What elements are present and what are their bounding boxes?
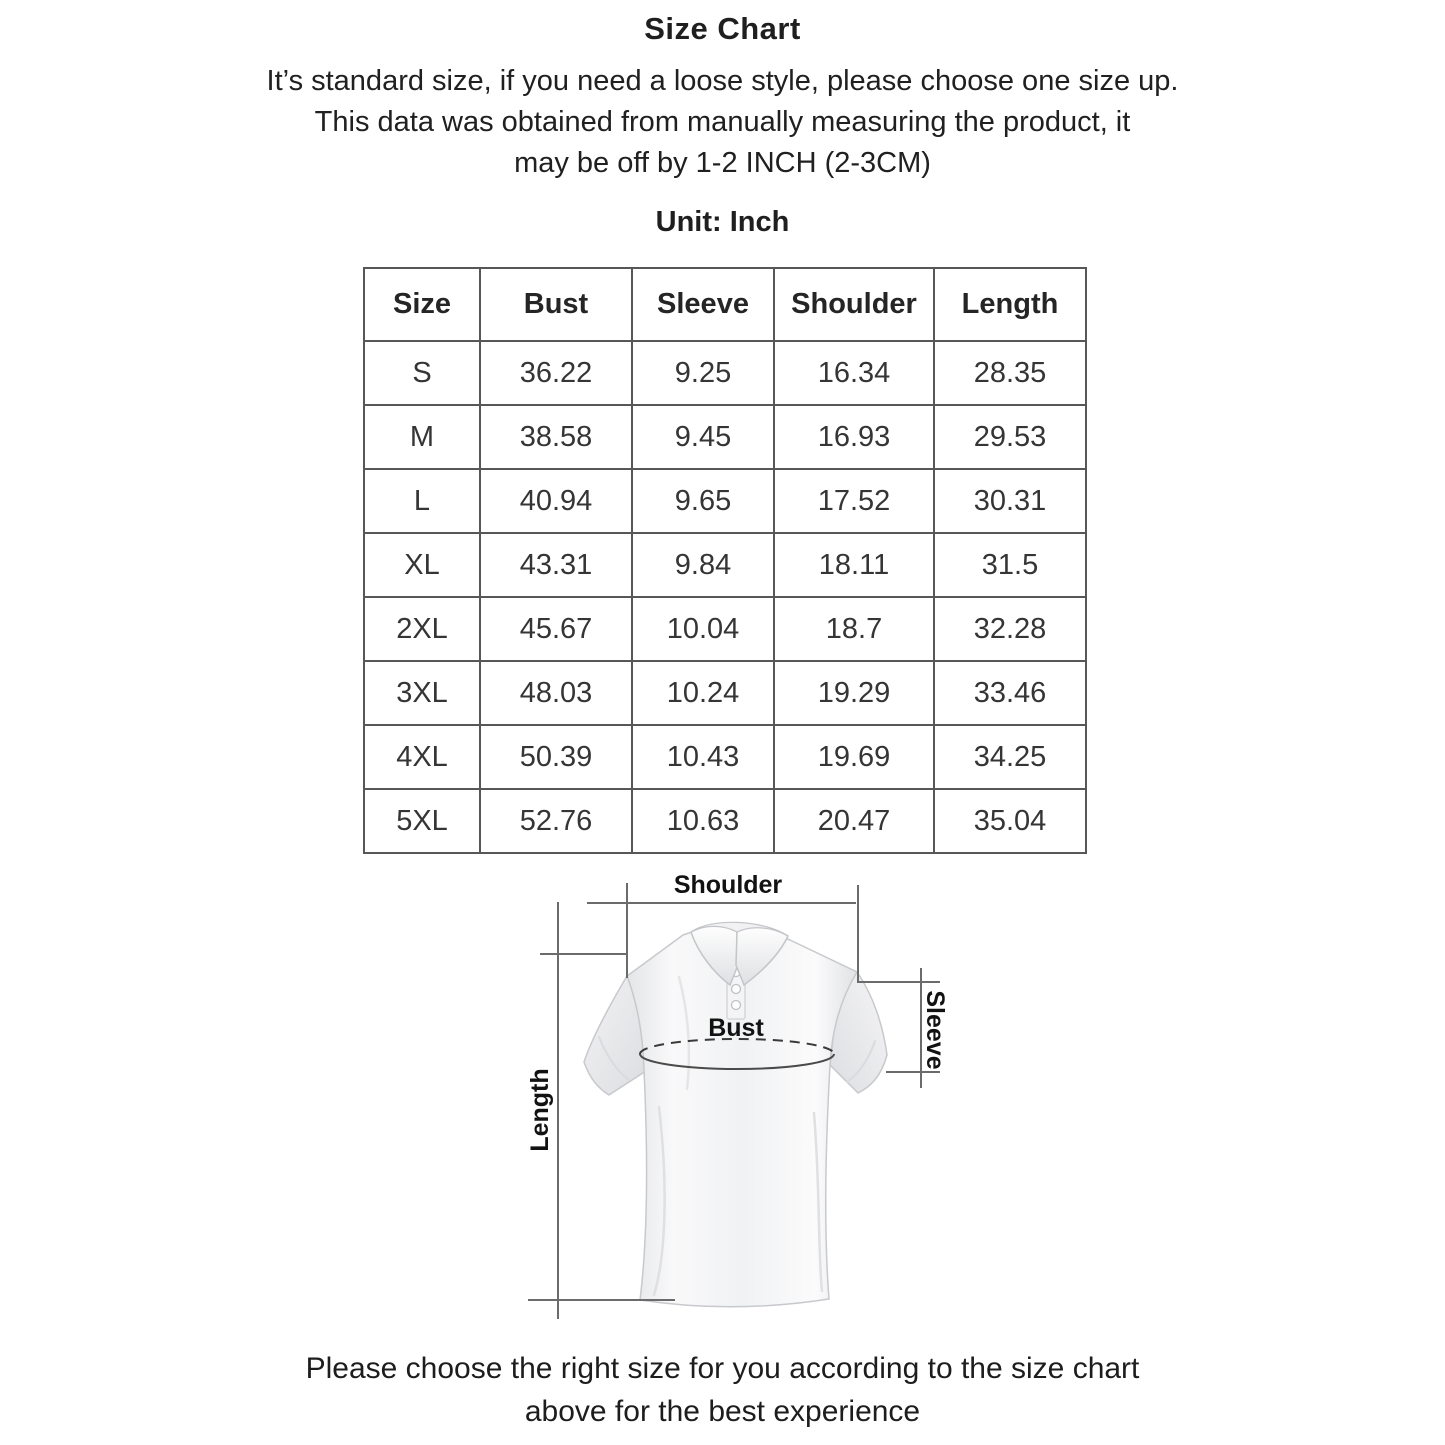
cell-sleeve: 9.45 [632, 405, 774, 469]
cell-length: 33.46 [934, 661, 1086, 725]
col-header-sleeve: Sleeve [632, 268, 774, 341]
cell-shoulder: 16.93 [774, 405, 934, 469]
cell-sleeve: 10.04 [632, 597, 774, 661]
polo-shirt-illustration [478, 855, 978, 1325]
cell-bust: 45.67 [480, 597, 632, 661]
col-header-length: Length [934, 268, 1086, 341]
button-2 [732, 985, 741, 994]
cell-size: L [364, 469, 480, 533]
cell-shoulder: 17.52 [774, 469, 934, 533]
polo-shirt-graphic [584, 922, 887, 1306]
table-row-l [364, 469, 1086, 533]
cell-shoulder: 16.34 [774, 341, 934, 405]
footer-line-1: Please choose the right size for you according to the size chart [305, 1352, 1140, 1385]
button-3 [732, 1001, 741, 1010]
cell-size: 3XL [364, 661, 480, 725]
cell-size: XL [364, 533, 480, 597]
table-row-s [364, 341, 1086, 405]
cell-shoulder: 19.69 [774, 725, 934, 789]
measurement-diagram [478, 855, 978, 1325]
cell-shoulder: 18.11 [774, 533, 934, 597]
cell-size: M [364, 405, 480, 469]
table-row-m [364, 405, 1086, 469]
cell-bust: 38.58 [480, 405, 632, 469]
cell-size: 5XL [364, 789, 480, 853]
shoulder-label: Shoulder [673, 871, 783, 899]
cell-size: 2XL [364, 597, 480, 661]
table-row-3xl [364, 661, 1086, 725]
cell-length: 28.35 [934, 341, 1086, 405]
cell-length: 30.31 [934, 469, 1086, 533]
cell-bust: 50.39 [480, 725, 632, 789]
cell-bust: 43.31 [480, 533, 632, 597]
col-header-size: Size [364, 268, 480, 341]
cell-bust: 40.94 [480, 469, 632, 533]
cell-sleeve: 10.63 [632, 789, 774, 853]
cell-bust: 52.76 [480, 789, 632, 853]
cell-sleeve: 9.65 [632, 469, 774, 533]
col-header-shoulder: Shoulder [774, 268, 934, 341]
cell-length: 32.28 [934, 597, 1086, 661]
cell-sleeve: 10.43 [632, 725, 774, 789]
unit-label: Unit: Inch [655, 206, 790, 238]
footer-text [0, 1347, 1445, 1433]
intro-line-3: may be off by 1-2 INCH (2-3CM) [514, 147, 931, 179]
table-row-4xl [364, 725, 1086, 789]
cell-length: 29.53 [934, 405, 1086, 469]
table-row-5xl [364, 789, 1086, 853]
length-label: Length [526, 1068, 554, 1152]
sleeve-label: Sleeve [921, 990, 949, 1070]
table-header-row [364, 268, 1086, 341]
intro-text [0, 61, 1445, 184]
cell-shoulder: 20.47 [774, 789, 934, 853]
table-row-xl [364, 533, 1086, 597]
cell-size: 4XL [364, 725, 480, 789]
cell-length: 31.5 [934, 533, 1086, 597]
intro-line-2: This data was obtained from manually measuring the product, it [314, 106, 1131, 138]
intro-line-1: It’s standard size, if you need a loose style, please choose one size up. [266, 65, 1179, 97]
cell-sleeve: 9.84 [632, 533, 774, 597]
cell-shoulder: 18.7 [774, 597, 934, 661]
size-table [363, 267, 1087, 854]
footer-line-2: above for the best experience [524, 1395, 921, 1428]
cell-shoulder: 19.29 [774, 661, 934, 725]
bust-label: Bust [708, 1014, 764, 1042]
cell-bust: 48.03 [480, 661, 632, 725]
cell-size: S [364, 341, 480, 405]
col-header-bust: Bust [480, 268, 632, 341]
cell-sleeve: 9.25 [632, 341, 774, 405]
table-row-2xl [364, 597, 1086, 661]
page-title: Size Chart [644, 11, 801, 46]
cell-length: 35.04 [934, 789, 1086, 853]
cell-length: 34.25 [934, 725, 1086, 789]
cell-bust: 36.22 [480, 341, 632, 405]
cell-sleeve: 10.24 [632, 661, 774, 725]
